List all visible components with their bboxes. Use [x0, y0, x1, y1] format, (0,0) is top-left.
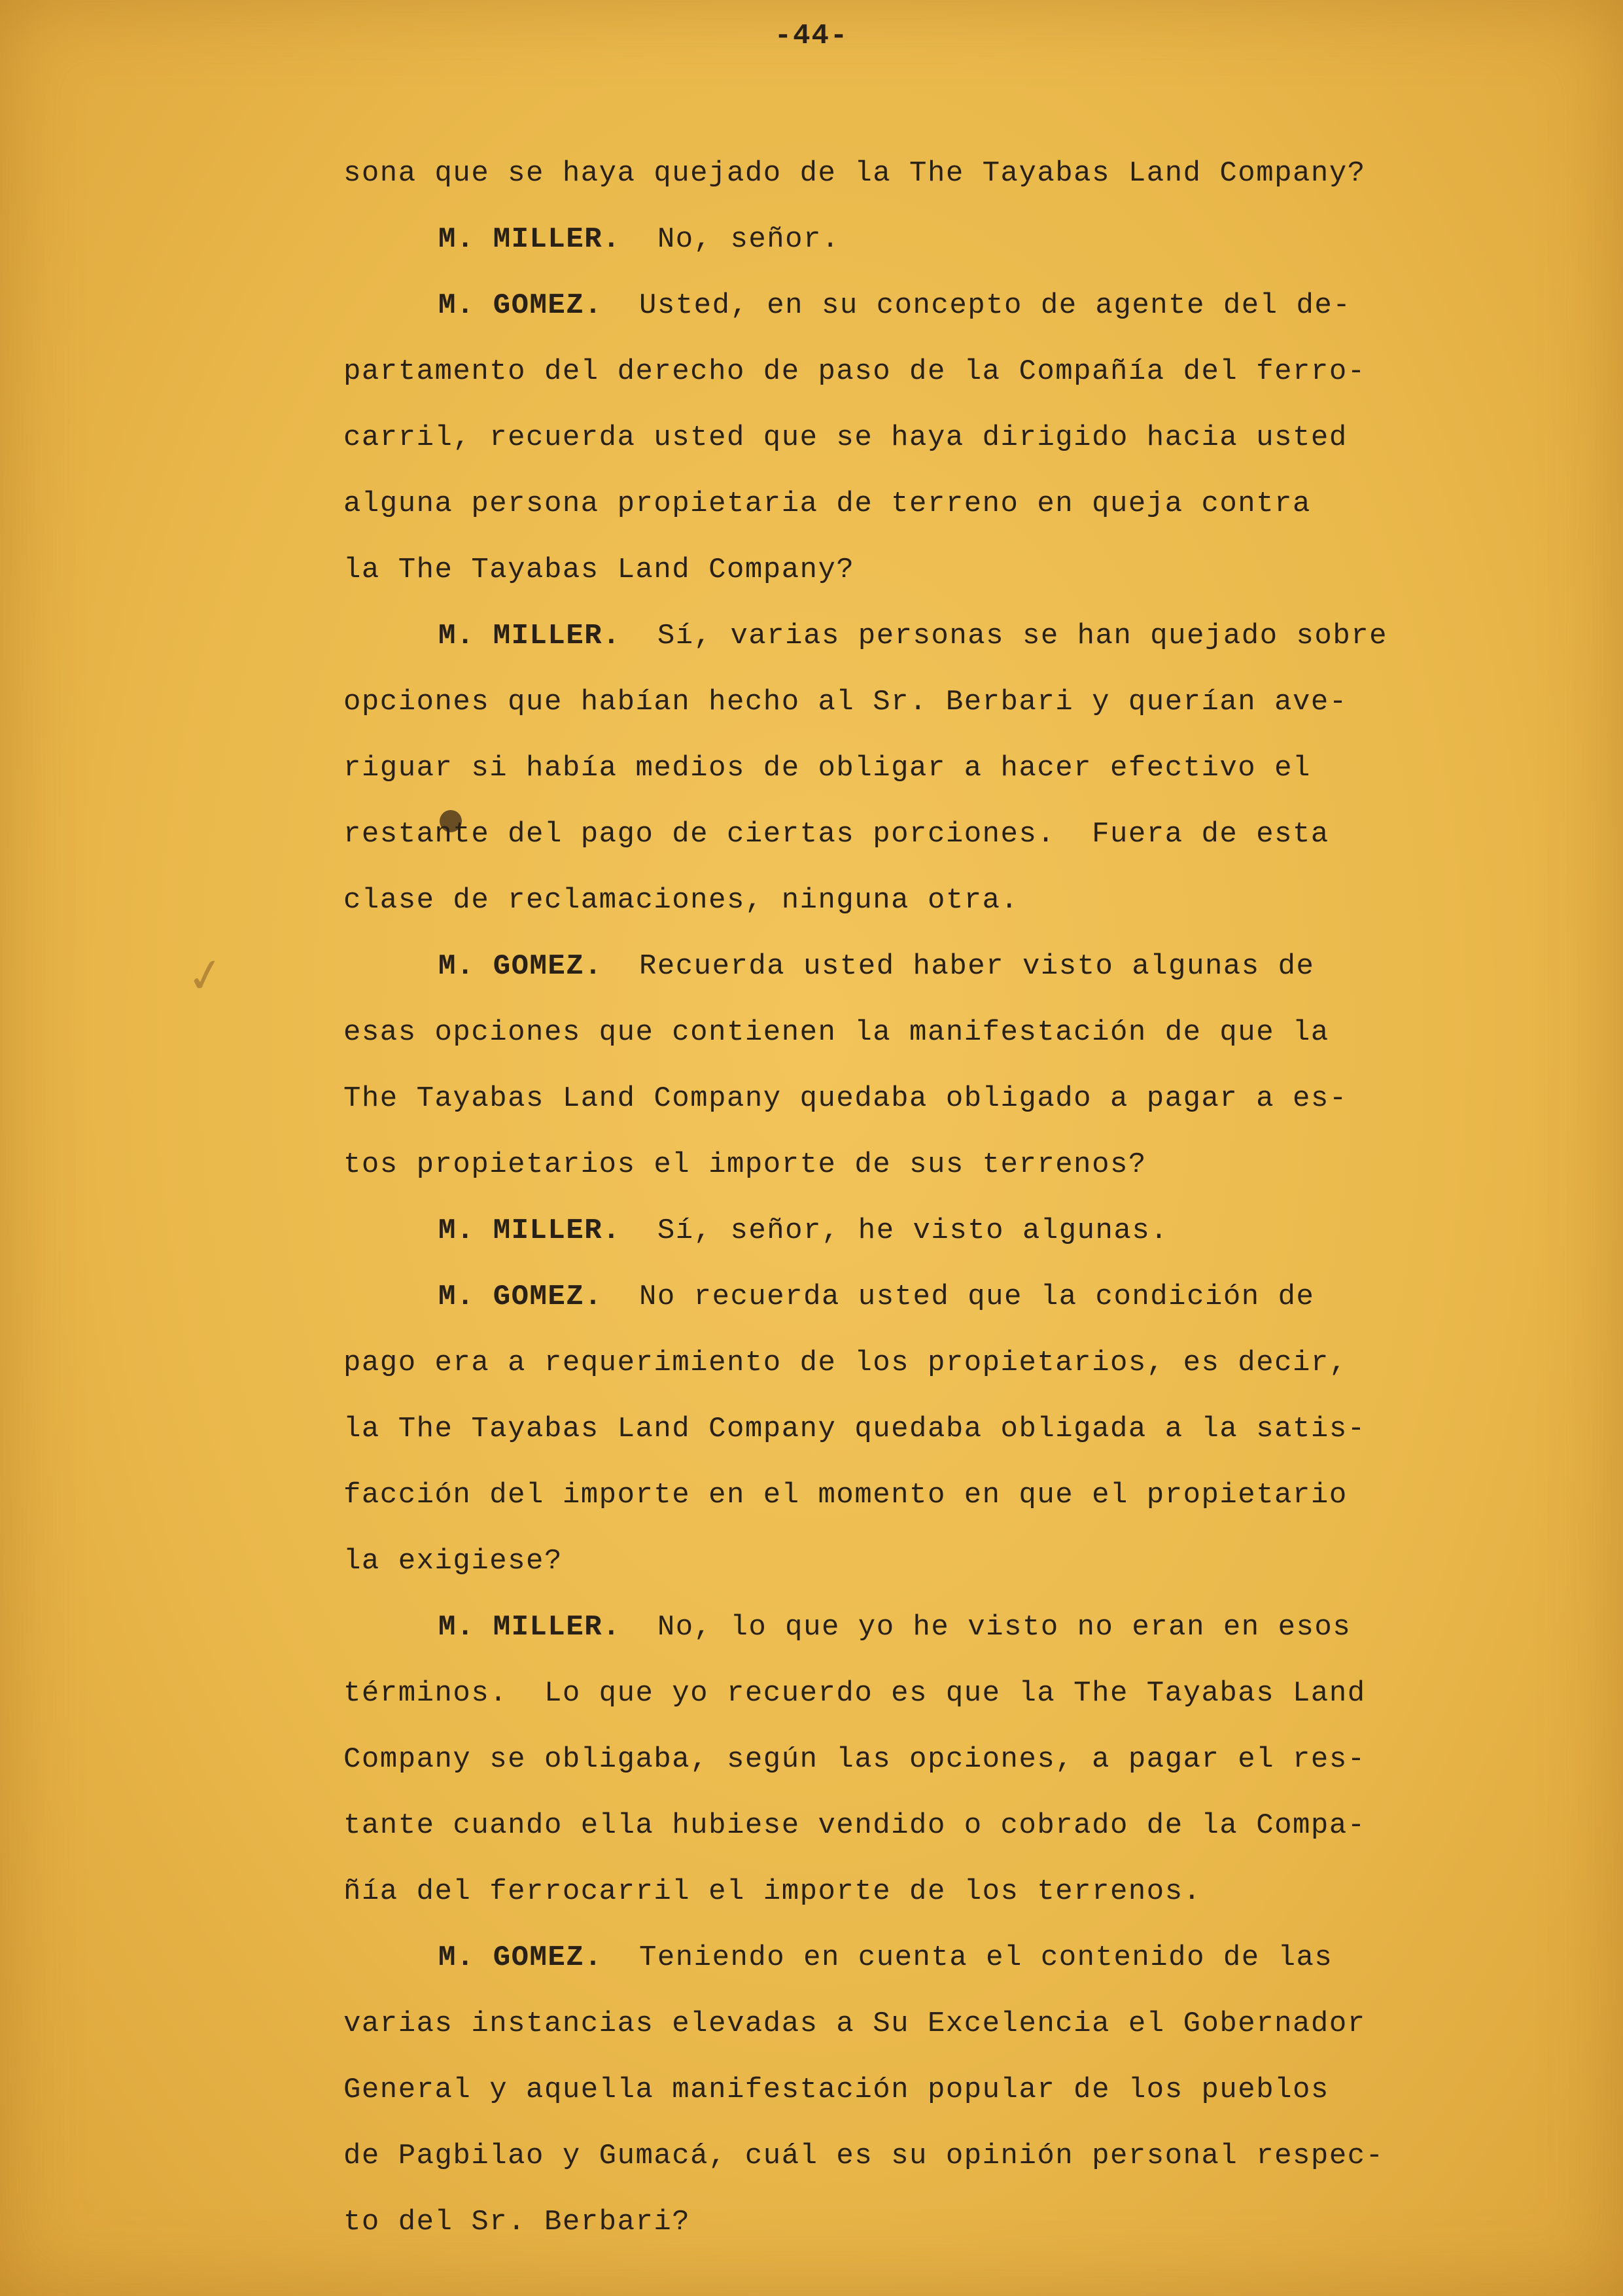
text-line: tante cuando ella hubiese vendido o cobrado de la Compa-	[343, 1809, 1366, 1842]
dialogue-line	[343, 1925, 1482, 1991]
text-line: carril, recuerda usted que se haya dirigido hacia usted	[343, 421, 1348, 454]
text-line: ñía del ferrocarril el importe de los terrenos.	[343, 1875, 1202, 1908]
text-line: partamento del derecho de paso de la Compañía del ferro-	[343, 355, 1366, 388]
dialogue-text: No, lo que yo he visto no eran en esos	[621, 1611, 1352, 1644]
dialogue-line	[343, 603, 1482, 669]
text-line: de Pagbilao y Gumacá, cuál es su opinión personal respec-	[343, 2140, 1384, 2172]
transcript-body	[343, 141, 1482, 2255]
speaker-label: M. GOMEZ.	[438, 1941, 603, 1974]
speaker-label: M. MILLER.	[438, 1214, 621, 1247]
text-line: opciones que habían hecho al Sr. Berbari y querían ave-	[343, 686, 1348, 718]
dialogue-line	[343, 1595, 1482, 1661]
speaker-label: M. GOMEZ.	[438, 950, 603, 983]
text-line: riguar si había medios de obligar a hacer efectivo el	[343, 752, 1311, 785]
text-line: clase de reclamaciones, ninguna otra.	[343, 884, 1019, 917]
speaker-label: M. GOMEZ.	[438, 1280, 603, 1313]
dialogue-text: No, señor.	[621, 223, 840, 256]
dialogue-line	[343, 1264, 1482, 1330]
text-line: pago era a requerimiento de los propietarios, es decir,	[343, 1347, 1348, 1379]
text-line: la The Tayabas Land Company quedaba obligada a la satis-	[343, 1413, 1366, 1445]
dialogue-text: Recuerda usted haber visto algunas de	[602, 950, 1315, 983]
speaker-label: M. MILLER.	[438, 223, 621, 256]
text-line: alguna persona propietaria de terreno en queja contra	[343, 487, 1311, 520]
dialogue-line	[343, 934, 1482, 1000]
text-line: esas opciones que contienen la manifestación de que la	[343, 1016, 1329, 1049]
dialogue-line	[343, 207, 1482, 273]
text-line: tos propietarios el importe de sus terrenos?	[343, 1148, 1147, 1181]
text-line: varias instancias elevadas a Su Excelencia el Gobernador	[343, 2007, 1366, 2040]
text-line: The Tayabas Land Company quedaba obligado a pagar a es-	[343, 1082, 1348, 1115]
text-line: sona que se haya quejado de la The Tayabas Land Company?	[343, 157, 1366, 190]
pencil-check-mark: ✓	[182, 945, 230, 1006]
dialogue-text: Teniendo en cuenta el contenido de las	[602, 1941, 1333, 1974]
text-line: restante del pago de ciertas porciones. Fuera de esta	[343, 818, 1329, 851]
text-line: General y aquella manifestación popular de los pueblos	[343, 2074, 1329, 2106]
dialogue-text: Sí, señor, he visto algunas.	[621, 1214, 1169, 1247]
speaker-label: M. MILLER.	[438, 1611, 621, 1644]
text-line: facción del importe en el momento en que el propietario	[343, 1479, 1348, 1511]
text-line: la The Tayabas Land Company?	[343, 554, 855, 586]
text-line: Company se obligaba, según las opciones, a pagar el res-	[343, 1743, 1366, 1776]
text-line: la exigiese?	[343, 1545, 563, 1578]
speaker-label: M. GOMEZ.	[438, 289, 603, 322]
dialogue-line	[343, 1198, 1482, 1264]
text-line: términos. Lo que yo recuerdo es que la The Tayabas Land	[343, 1677, 1366, 1710]
dialogue-text: No recuerda usted que la condición de	[602, 1280, 1315, 1313]
dialogue-line	[343, 273, 1482, 339]
dialogue-text: Sí, varias personas se han quejado sobre	[621, 620, 1388, 652]
dialogue-text: Usted, en su concepto de agente del de-	[602, 289, 1352, 322]
text-line: to del Sr. Berbari?	[343, 2206, 691, 2238]
page-number: -44-	[774, 20, 849, 52]
speaker-label: M. MILLER.	[438, 620, 621, 652]
